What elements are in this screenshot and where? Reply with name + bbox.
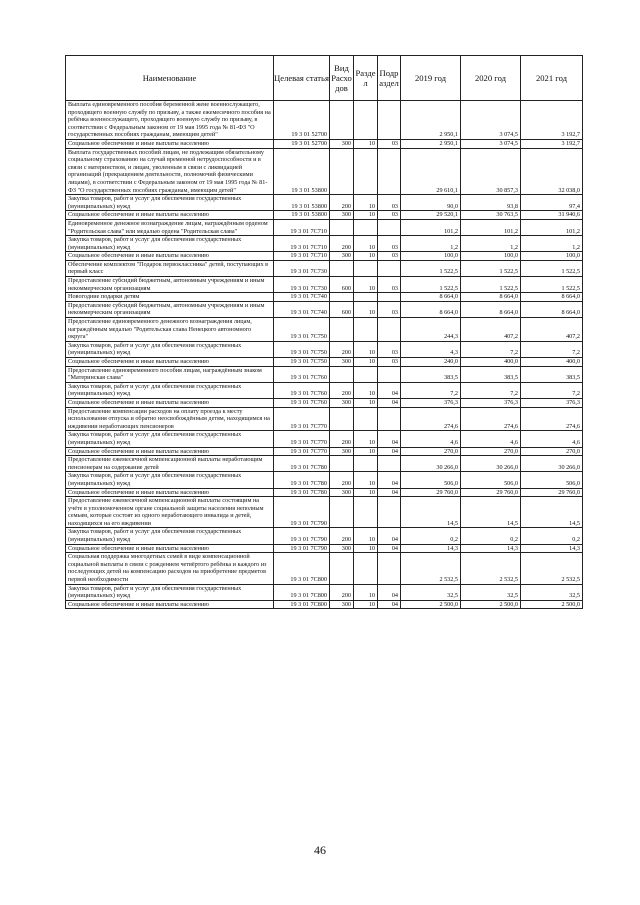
cell-expense-type: 600 [330, 301, 354, 317]
cell-expense-type [330, 148, 354, 195]
cell-name: Единовременное денежное вознаграждение лицам, награждённым орденом "Родительская слава" или медалью ордена "Родительская слава" [66, 219, 274, 235]
cell-name: Социальное обеспечение и иные выплаты населению [66, 358, 274, 367]
cell-2020: 32,5 [461, 584, 521, 600]
cell-target-article: 19 3 01 7С750 [274, 318, 330, 342]
cell-name: Предоставление единовременного денежного вознаграждения лицам, награждённым медалью "Родительская слава Ненецкого автономного округа" [66, 318, 274, 342]
cell-name: Закупка товаров, работ и услуг для обеспечения государственных (муниципальных) нужд [66, 431, 274, 447]
cell-expense-type: 600 [330, 277, 354, 293]
cell-subsection [378, 553, 401, 584]
cell-2019: 274,6 [401, 407, 461, 431]
cell-subsection [378, 148, 401, 195]
header-year-2020: 2020 год [461, 56, 521, 101]
cell-2020: 29 760,0 [461, 488, 521, 497]
cell-expense-type: 300 [330, 358, 354, 367]
cell-target-article: 19 3 01 7С760 [274, 366, 330, 382]
cell-target-article: 19 3 01 7С750 [274, 358, 330, 367]
header-target-article: Целевая статья [274, 56, 330, 101]
cell-2021: 506,0 [521, 472, 583, 488]
cell-expense-type: 300 [330, 544, 354, 553]
table-row [66, 472, 583, 488]
cell-2019: 100,0 [401, 252, 461, 261]
cell-2020: 2 532,5 [461, 553, 521, 584]
cell-section [354, 407, 378, 431]
cell-2020: 383,5 [461, 366, 521, 382]
cell-expense-type: 300 [330, 488, 354, 497]
cell-2021: 1 522,5 [521, 277, 583, 293]
cell-2021: 270,0 [521, 447, 583, 456]
cell-2019: 8 664,0 [401, 293, 461, 302]
cell-2019: 4,6 [401, 431, 461, 447]
cell-2019: 14,3 [401, 544, 461, 553]
cell-2020: 506,0 [461, 472, 521, 488]
cell-2020: 1 522,5 [461, 277, 521, 293]
cell-section: 10 [354, 544, 378, 553]
cell-2019: 32,5 [401, 584, 461, 600]
cell-name: Социальная поддержка многодетных семей в виде компенсационной социальной выплаты в связи с рождением четвёртого ребёнка и каждого из последующих детей на компенсацию расходов на приобретение предметов первой необходимости [66, 553, 274, 584]
table-row [66, 219, 583, 235]
cell-subsection: 04 [378, 472, 401, 488]
cell-expense-type: 200 [330, 195, 354, 211]
header-year-2021: 2021 год [521, 56, 583, 101]
cell-subsection: 03 [378, 236, 401, 252]
cell-2019: 240,0 [401, 358, 461, 367]
table-row [66, 260, 583, 276]
cell-section: 10 [354, 431, 378, 447]
cell-expense-type [330, 293, 354, 302]
table-row [66, 488, 583, 497]
cell-section: 10 [354, 472, 378, 488]
cell-2019: 29 520,1 [401, 211, 461, 220]
cell-2021: 8 664,0 [521, 293, 583, 302]
table-row [66, 341, 583, 357]
cell-expense-type [330, 101, 354, 140]
cell-2020: 7,2 [461, 382, 521, 398]
table-row [66, 101, 583, 140]
cell-subsection [378, 219, 401, 235]
table-row [66, 528, 583, 544]
cell-2019: 1 522,5 [401, 260, 461, 276]
cell-section: 10 [354, 236, 378, 252]
cell-subsection: 04 [378, 544, 401, 553]
cell-2021: 407,2 [521, 318, 583, 342]
cell-section [354, 260, 378, 276]
cell-2020: 30 266,0 [461, 456, 521, 472]
cell-target-article: 19 3 01 7С760 [274, 398, 330, 407]
cell-expense-type [330, 497, 354, 528]
cell-2019: 7,2 [401, 382, 461, 398]
cell-name: Предоставление ежемесячной компенсационной выплаты состоящим на учёте в уполномоченном органе социальной защиты населения неполным семьям, которые состоят из одного неработающего инвалида и детей, находящихся на его иждивении [66, 497, 274, 528]
cell-name: Социальное обеспечение и иные выплаты населению [66, 139, 274, 148]
table-row [66, 382, 583, 398]
cell-2020: 3 074,5 [461, 139, 521, 148]
header-subsection: Подр аздел [378, 56, 401, 101]
cell-2021: 32,5 [521, 584, 583, 600]
cell-target-article: 19 3 01 52700 [274, 139, 330, 148]
cell-2021: 7,2 [521, 341, 583, 357]
cell-expense-type: 300 [330, 447, 354, 456]
cell-target-article: 19 3 01 53800 [274, 148, 330, 195]
cell-2021: 2 532,5 [521, 553, 583, 584]
cell-2019: 244,3 [401, 318, 461, 342]
cell-section: 10 [354, 139, 378, 148]
cell-section: 10 [354, 277, 378, 293]
cell-name: Выплата единовременного пособия беременной жене военнослужащего, проходящего военную службу по призыву, а также ежемесячного пособия на ребёнка военнослужащего, проходящего военную службу по призыву, в соответствии с Федеральным законом от 19 мая 1995 года № 81-ФЗ "О государственных пособиях гражданам, имеющим детей" [66, 101, 274, 140]
cell-2019: 2 500,0 [401, 600, 461, 609]
cell-2020: 14,3 [461, 544, 521, 553]
cell-expense-type: 200 [330, 431, 354, 447]
cell-subsection [378, 101, 401, 140]
cell-name: Социальное обеспечение и иные выплаты населению [66, 211, 274, 220]
cell-2020: 1 522,5 [461, 260, 521, 276]
cell-name: Выплата государственных пособий лицам, не подлежащим обязательному социальному страхованию на случай временной нетрудоспособности и в связи с материнством, и лицам, уволенным в связи с ликвидацией организаций (прекращением деятельности, полномочий физическими лицами), в соответствии с Федеральным законом от 19 мая 1995 года № 81-ФЗ "О государственных пособиях гражданам, имеющим детей" [66, 148, 274, 195]
cell-name: Предоставление единовременного пособия лицам, награждённым знаком "Материнская слава" [66, 366, 274, 382]
cell-2019: 90,0 [401, 195, 461, 211]
cell-subsection: 03 [378, 211, 401, 220]
cell-2019: 4,3 [401, 341, 461, 357]
cell-subsection: 03 [378, 277, 401, 293]
cell-2019: 14,5 [401, 497, 461, 528]
cell-2021: 4,6 [521, 431, 583, 447]
cell-subsection: 03 [378, 358, 401, 367]
table-header-row [66, 56, 583, 101]
cell-2020: 270,0 [461, 447, 521, 456]
cell-target-article: 19 3 01 7С730 [274, 277, 330, 293]
cell-name: Социальное обеспечение и иные выплаты населению [66, 252, 274, 261]
cell-name: Предоставление субсидий бюджетным, автономным учреждениям и иным некоммерческим организациям [66, 277, 274, 293]
cell-2019: 0,2 [401, 528, 461, 544]
cell-expense-type: 300 [330, 211, 354, 220]
cell-2021: 3 192,7 [521, 139, 583, 148]
cell-subsection: 03 [378, 195, 401, 211]
cell-2021: 30 266,0 [521, 456, 583, 472]
cell-section: 10 [354, 195, 378, 211]
page-number: 46 [314, 843, 326, 857]
cell-2019: 270,0 [401, 447, 461, 456]
table-row [66, 600, 583, 609]
cell-section: 10 [354, 447, 378, 456]
cell-name: Закупка товаров, работ и услуг для обеспечения государственных (муниципальных) нужд [66, 382, 274, 398]
cell-2020: 30 763,5 [461, 211, 521, 220]
cell-2021: 29 760,0 [521, 488, 583, 497]
cell-2021: 376,3 [521, 398, 583, 407]
cell-target-article: 19 3 01 7С800 [274, 553, 330, 584]
cell-target-article: 19 3 01 7С750 [274, 341, 330, 357]
cell-2021: 274,6 [521, 407, 583, 431]
cell-2021: 100,0 [521, 252, 583, 261]
cell-section: 10 [354, 488, 378, 497]
cell-section: 10 [354, 382, 378, 398]
cell-2019: 30 266,0 [401, 456, 461, 472]
cell-2019: 2 532,5 [401, 553, 461, 584]
header-name: Наименование [66, 56, 274, 101]
cell-section [354, 318, 378, 342]
cell-subsection [378, 366, 401, 382]
cell-2019: 101,2 [401, 219, 461, 235]
cell-2021: 400,0 [521, 358, 583, 367]
table-row [66, 407, 583, 431]
cell-subsection [378, 318, 401, 342]
cell-2019: 2 950,1 [401, 139, 461, 148]
cell-target-article: 19 3 01 7С770 [274, 407, 330, 431]
cell-target-article: 19 3 01 7С790 [274, 497, 330, 528]
cell-2020: 30 857,3 [461, 148, 521, 195]
cell-expense-type [330, 553, 354, 584]
cell-section: 10 [354, 600, 378, 609]
cell-section [354, 219, 378, 235]
cell-target-article: 19 3 01 7С770 [274, 431, 330, 447]
table-row [66, 293, 583, 302]
cell-expense-type: 300 [330, 398, 354, 407]
cell-2021: 7,2 [521, 382, 583, 398]
cell-2019: 383,5 [401, 366, 461, 382]
budget-table [65, 55, 583, 609]
cell-section: 10 [354, 528, 378, 544]
cell-2019: 8 664,0 [401, 301, 461, 317]
cell-section [354, 497, 378, 528]
cell-section: 10 [354, 301, 378, 317]
cell-subsection [378, 407, 401, 431]
cell-2019: 506,0 [401, 472, 461, 488]
cell-2020: 101,2 [461, 219, 521, 235]
cell-name: Предоставление субсидий бюджетным, автономным учреждениям и иным некоммерческим организациям [66, 301, 274, 317]
cell-section: 10 [354, 398, 378, 407]
cell-2021: 31 940,6 [521, 211, 583, 220]
cell-subsection: 03 [378, 341, 401, 357]
cell-expense-type [330, 407, 354, 431]
cell-2021: 14,5 [521, 497, 583, 528]
cell-section: 10 [354, 584, 378, 600]
cell-2020: 8 664,0 [461, 301, 521, 317]
cell-expense-type [330, 456, 354, 472]
header-year-2019: 2019 год [401, 56, 461, 101]
cell-subsection [378, 293, 401, 302]
cell-expense-type: 200 [330, 472, 354, 488]
cell-target-article: 19 3 01 7С710 [274, 252, 330, 261]
cell-target-article: 19 3 01 7С800 [274, 600, 330, 609]
cell-name: Социальное обеспечение и иные выплаты населению [66, 488, 274, 497]
cell-target-article: 19 3 01 7С780 [274, 456, 330, 472]
cell-subsection: 04 [378, 600, 401, 609]
cell-2021: 8 664,0 [521, 301, 583, 317]
cell-name: Закупка товаров, работ и услуг для обеспечения государственных (муниципальных) нужд [66, 236, 274, 252]
cell-name: Социальное обеспечение и иные выплаты населению [66, 600, 274, 609]
cell-expense-type: 300 [330, 252, 354, 261]
cell-expense-type: 200 [330, 236, 354, 252]
table-row [66, 211, 583, 220]
header-expense-type: Вид Расхо дов [330, 56, 354, 101]
cell-subsection: 03 [378, 301, 401, 317]
cell-target-article: 19 3 01 7С740 [274, 293, 330, 302]
cell-target-article: 19 3 01 7С770 [274, 447, 330, 456]
cell-2019: 376,3 [401, 398, 461, 407]
cell-target-article: 19 3 01 7С710 [274, 219, 330, 235]
cell-name: Закупка товаров, работ и услуг для обеспечения государственных (муниципальных) нужд [66, 472, 274, 488]
cell-expense-type [330, 260, 354, 276]
cell-section [354, 456, 378, 472]
cell-2020: 400,0 [461, 358, 521, 367]
cell-2020: 14,5 [461, 497, 521, 528]
table-row [66, 277, 583, 293]
cell-name: Социальное обеспечение и иные выплаты населению [66, 544, 274, 553]
cell-section [354, 148, 378, 195]
cell-section: 10 [354, 341, 378, 357]
cell-2021: 0,2 [521, 528, 583, 544]
cell-2020: 3 074,5 [461, 101, 521, 140]
cell-2020: 4,6 [461, 431, 521, 447]
cell-expense-type [330, 366, 354, 382]
cell-2020: 0,2 [461, 528, 521, 544]
table-body [66, 101, 583, 609]
cell-section: 10 [354, 252, 378, 261]
cell-expense-type: 200 [330, 584, 354, 600]
cell-section: 10 [354, 358, 378, 367]
cell-subsection: 04 [378, 382, 401, 398]
cell-target-article: 19 3 01 53800 [274, 195, 330, 211]
cell-subsection: 04 [378, 528, 401, 544]
cell-2019: 29 610,1 [401, 148, 461, 195]
table-row [66, 236, 583, 252]
table-row [66, 195, 583, 211]
table-row [66, 497, 583, 528]
cell-target-article: 19 3 01 53800 [274, 211, 330, 220]
cell-2021: 2 500,0 [521, 600, 583, 609]
cell-subsection: 04 [378, 584, 401, 600]
table-row [66, 139, 583, 148]
cell-expense-type: 200 [330, 528, 354, 544]
cell-2021: 97,4 [521, 195, 583, 211]
cell-name: Обеспечение комплектом "Подарок первоклассника" детей, поступающих в первый класс [66, 260, 274, 276]
cell-subsection [378, 260, 401, 276]
cell-subsection: 04 [378, 431, 401, 447]
cell-2020: 376,3 [461, 398, 521, 407]
cell-target-article: 19 3 01 7С760 [274, 382, 330, 398]
cell-target-article: 19 3 01 52700 [274, 101, 330, 140]
cell-2020: 7,2 [461, 341, 521, 357]
cell-2021: 1 522,5 [521, 260, 583, 276]
cell-target-article: 19 3 01 7С740 [274, 301, 330, 317]
cell-target-article: 19 3 01 7С790 [274, 528, 330, 544]
cell-2021: 32 038,0 [521, 148, 583, 195]
cell-section [354, 553, 378, 584]
table-row [66, 301, 583, 317]
cell-target-article: 19 3 01 7С800 [274, 584, 330, 600]
cell-expense-type: 300 [330, 139, 354, 148]
cell-2019: 1 522,5 [401, 277, 461, 293]
cell-subsection [378, 456, 401, 472]
cell-subsection: 04 [378, 398, 401, 407]
header-section: Разде л [354, 56, 378, 101]
cell-section [354, 293, 378, 302]
cell-2020: 2 500,0 [461, 600, 521, 609]
table-row [66, 431, 583, 447]
cell-expense-type: 300 [330, 600, 354, 609]
cell-2020: 274,6 [461, 407, 521, 431]
table-row [66, 148, 583, 195]
table-row [66, 544, 583, 553]
table-row [66, 584, 583, 600]
cell-target-article: 19 3 01 7С790 [274, 544, 330, 553]
cell-2019: 29 760,0 [401, 488, 461, 497]
table-row [66, 398, 583, 407]
cell-subsection [378, 497, 401, 528]
cell-target-article: 19 3 01 7С780 [274, 488, 330, 497]
cell-name: Закупка товаров, работ и услуг для обеспечения государственных (муниципальных) нужд [66, 341, 274, 357]
cell-2021: 3 192,7 [521, 101, 583, 140]
cell-2019: 1,2 [401, 236, 461, 252]
cell-2021: 1,2 [521, 236, 583, 252]
cell-section [354, 366, 378, 382]
cell-subsection: 03 [378, 139, 401, 148]
cell-section [354, 101, 378, 140]
table-row [66, 456, 583, 472]
table-row [66, 553, 583, 584]
cell-expense-type: 200 [330, 341, 354, 357]
table-row [66, 358, 583, 367]
cell-expense-type [330, 219, 354, 235]
cell-name: Предоставление компенсации расходов на оплату проезда к месту использования отпуска и обратно неосвобождённым детям, находящимся на иждивении неработающих пенсионеров [66, 407, 274, 431]
cell-name: Предоставление ежемесячной компенсационной выплаты неработающим пенсионерам на содержание детей [66, 456, 274, 472]
cell-2020: 1,2 [461, 236, 521, 252]
cell-name: Новогодние подарки детям [66, 293, 274, 302]
cell-target-article: 19 3 01 7С730 [274, 260, 330, 276]
cell-2020: 100,0 [461, 252, 521, 261]
cell-name: Закупка товаров, работ и услуг для обеспечения государственных (муниципальных) нужд [66, 528, 274, 544]
cell-subsection: 04 [378, 447, 401, 456]
cell-2020: 8 664,0 [461, 293, 521, 302]
table-row [66, 252, 583, 261]
cell-name: Закупка товаров, работ и услуг для обеспечения государственных (муниципальных) нужд [66, 195, 274, 211]
table-row [66, 318, 583, 342]
cell-target-article: 19 3 01 7С780 [274, 472, 330, 488]
cell-target-article: 19 3 01 7С710 [274, 236, 330, 252]
table-row [66, 366, 583, 382]
cell-subsection: 03 [378, 252, 401, 261]
cell-2021: 383,5 [521, 366, 583, 382]
cell-2021: 14,3 [521, 544, 583, 553]
table-row [66, 447, 583, 456]
cell-section: 10 [354, 211, 378, 220]
cell-2020: 93,8 [461, 195, 521, 211]
cell-expense-type: 200 [330, 382, 354, 398]
cell-name: Социальное обеспечение и иные выплаты населению [66, 398, 274, 407]
cell-subsection: 04 [378, 488, 401, 497]
cell-2019: 2 950,1 [401, 101, 461, 140]
cell-2020: 407,2 [461, 318, 521, 342]
cell-expense-type [330, 318, 354, 342]
cell-name: Социальное обеспечение и иные выплаты населению [66, 447, 274, 456]
cell-name: Закупка товаров, работ и услуг для обеспечения государственных (муниципальных) нужд [66, 584, 274, 600]
cell-2021: 101,2 [521, 219, 583, 235]
